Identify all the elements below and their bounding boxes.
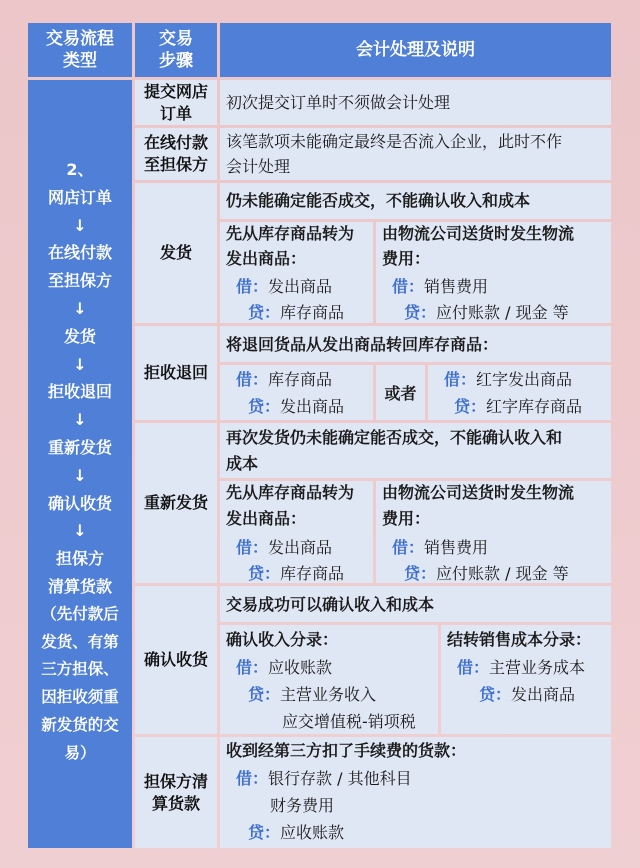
flow-step-text: 新发货的交 [41, 715, 119, 734]
step-settlement [135, 737, 217, 848]
flow-step-text: 三方担保、 [41, 660, 119, 679]
step-submit-order [135, 80, 217, 125]
desc-line-1: 该笔款项未能确定最终是否流入企业，此时不作 [226, 132, 563, 151]
step-label: 重新发货 [143, 493, 208, 512]
step-reject-return [135, 326, 217, 420]
step-confirm-receipt [135, 586, 217, 734]
desc-submit-order [220, 80, 611, 125]
step-label: 确认收货 [143, 650, 208, 669]
reship-left-cell [220, 481, 373, 583]
reship-left-heading-2: 发出商品： [226, 509, 307, 528]
return-right-credit: 贷：红字库存商品 [454, 397, 583, 416]
reship-right-cell [376, 481, 611, 583]
ship-left-debit: 借：发出商品 [236, 277, 333, 296]
desc-online-payment [220, 128, 611, 180]
confirm-right-credit: 贷：发出商品 [479, 685, 576, 704]
down-arrow-icon: ↓ [73, 215, 87, 235]
down-arrow-icon: ↓ [73, 298, 87, 318]
down-arrow-icon: ↓ [73, 521, 87, 541]
confirm-title-cell [220, 586, 611, 622]
reship-right-debit: 借：销售费用 [392, 538, 489, 557]
confirm-left-cell [220, 625, 438, 734]
ship-right-credit: 贷：应付账款 / 现金 等 [404, 303, 569, 322]
ship-right-heading-2: 费用： [382, 249, 431, 268]
flow-step-text: 重新发货 [47, 437, 112, 457]
header-accounting [220, 23, 611, 77]
flow-step-text: 2、 [66, 160, 94, 179]
reship-right-heading-2: 费用： [382, 509, 431, 528]
return-title-cell [220, 326, 611, 362]
flow-step-text: 发货、有第 [41, 632, 119, 651]
confirm-left-debit: 借：应收账款 [236, 658, 333, 677]
header-flow-type-label: 交易流程类型 [46, 29, 114, 71]
return-left-cell [220, 365, 373, 420]
ship-right-debit: 借：销售费用 [392, 277, 489, 296]
flow-step-text: 至担保方 [47, 271, 112, 291]
reship-left-debit: 借：发出商品 [236, 538, 333, 557]
ship-right-heading-1: 由物流公司送货时发生物流 [382, 224, 575, 243]
or-label: 或者 [384, 384, 417, 403]
reship-title-1: 再次发货仍未能确定能否成交，不能确认收入和 [226, 428, 563, 447]
header-flow-type [28, 23, 132, 77]
desc-text: 初次提交订单时不须做会计处理 [226, 93, 451, 112]
ship-left-heading-2: 发出商品： [226, 249, 307, 268]
return-right-cell [428, 365, 611, 420]
settlement-debit-1: 借：银行存款 / 其他科目 [236, 769, 412, 788]
confirm-right-debit: 借：主营业务成本 [457, 658, 586, 677]
return-right-debit: 借：红字发出商品 [444, 370, 573, 389]
return-title: 将退回货品从发出商品转回库存商品： [226, 335, 499, 354]
confirm-left-credit: 贷：主营业务收入 [248, 685, 377, 704]
desc-line-2: 会计处理 [226, 157, 291, 176]
step-label: 提交网店订单 [143, 81, 208, 123]
step-label: 担保方清算货款 [144, 771, 209, 813]
flow-step-text: 发货 [63, 326, 96, 346]
reship-right-credit: 贷：应付账款 / 现金 等 [404, 564, 569, 583]
header-step-label: 交易步骤 [159, 29, 193, 71]
flow-step-text: 清算货款 [47, 576, 112, 596]
ship-left-credit: 贷：库存商品 [248, 303, 345, 322]
ship-left-cell [220, 222, 373, 323]
flow-step-text: 易） [64, 743, 96, 762]
confirm-right-heading: 结转销售成本分录： [447, 630, 592, 649]
confirm-right-cell [441, 625, 611, 734]
step-ship [135, 183, 217, 323]
flow-step-text: 担保方 [55, 549, 104, 569]
flow-step-text: （先付款后 [41, 604, 119, 623]
step-label: 发货 [159, 243, 192, 262]
ship-left-heading-1: 先从库存商品转为 [226, 224, 355, 243]
down-arrow-icon: ↓ [73, 465, 87, 485]
confirm-left-credit-2: 应交增值税-销项税 [282, 712, 416, 731]
return-or-cell [376, 365, 425, 420]
return-left-debit: 借：库存商品 [236, 370, 333, 389]
flow-step-text: 确认收货 [47, 493, 112, 513]
header-step [135, 23, 217, 77]
reship-title-2: 成本 [226, 454, 259, 473]
step-online-payment [135, 128, 217, 180]
flow-type-column [28, 80, 132, 848]
flow-lines [28, 156, 132, 768]
step-label: 在线付款至担保方 [143, 133, 208, 174]
ship-title: 仍未能确定能否成交，不能确认收入和成本 [226, 191, 531, 210]
step-label: 拒收退回 [143, 363, 208, 382]
confirm-title: 交易成功可以确认收入和成本 [226, 595, 435, 614]
flow-step-text: 在线付款 [47, 243, 112, 263]
settlement-cell [220, 737, 611, 848]
step-reship [135, 423, 217, 583]
ship-right-cell [376, 222, 611, 323]
flow-step-text: 网店订单 [47, 187, 112, 207]
ship-title-cell [220, 183, 611, 219]
settlement-title: 收到经第三方扣了手续费的货款： [226, 741, 467, 760]
reship-title-cell [220, 423, 611, 478]
confirm-left-heading: 确认收入分录： [226, 630, 339, 649]
header-accounting-label: 会计处理及说明 [356, 40, 475, 60]
return-left-credit: 贷：发出商品 [248, 397, 345, 416]
reship-left-heading-1: 先从库存商品转为 [226, 483, 355, 502]
settlement-credit: 贷：应收账款 [248, 823, 345, 842]
down-arrow-icon: ↓ [73, 354, 87, 374]
flow-step-text: 拒收退回 [47, 382, 112, 402]
reship-left-credit: 贷：库存商品 [248, 564, 345, 583]
settlement-debit-2: 财务费用 [270, 796, 335, 815]
flow-step-text: 因拒收须重 [41, 688, 119, 707]
reship-right-heading-1: 由物流公司送货时发生物流 [382, 483, 575, 502]
down-arrow-icon: ↓ [73, 410, 87, 430]
